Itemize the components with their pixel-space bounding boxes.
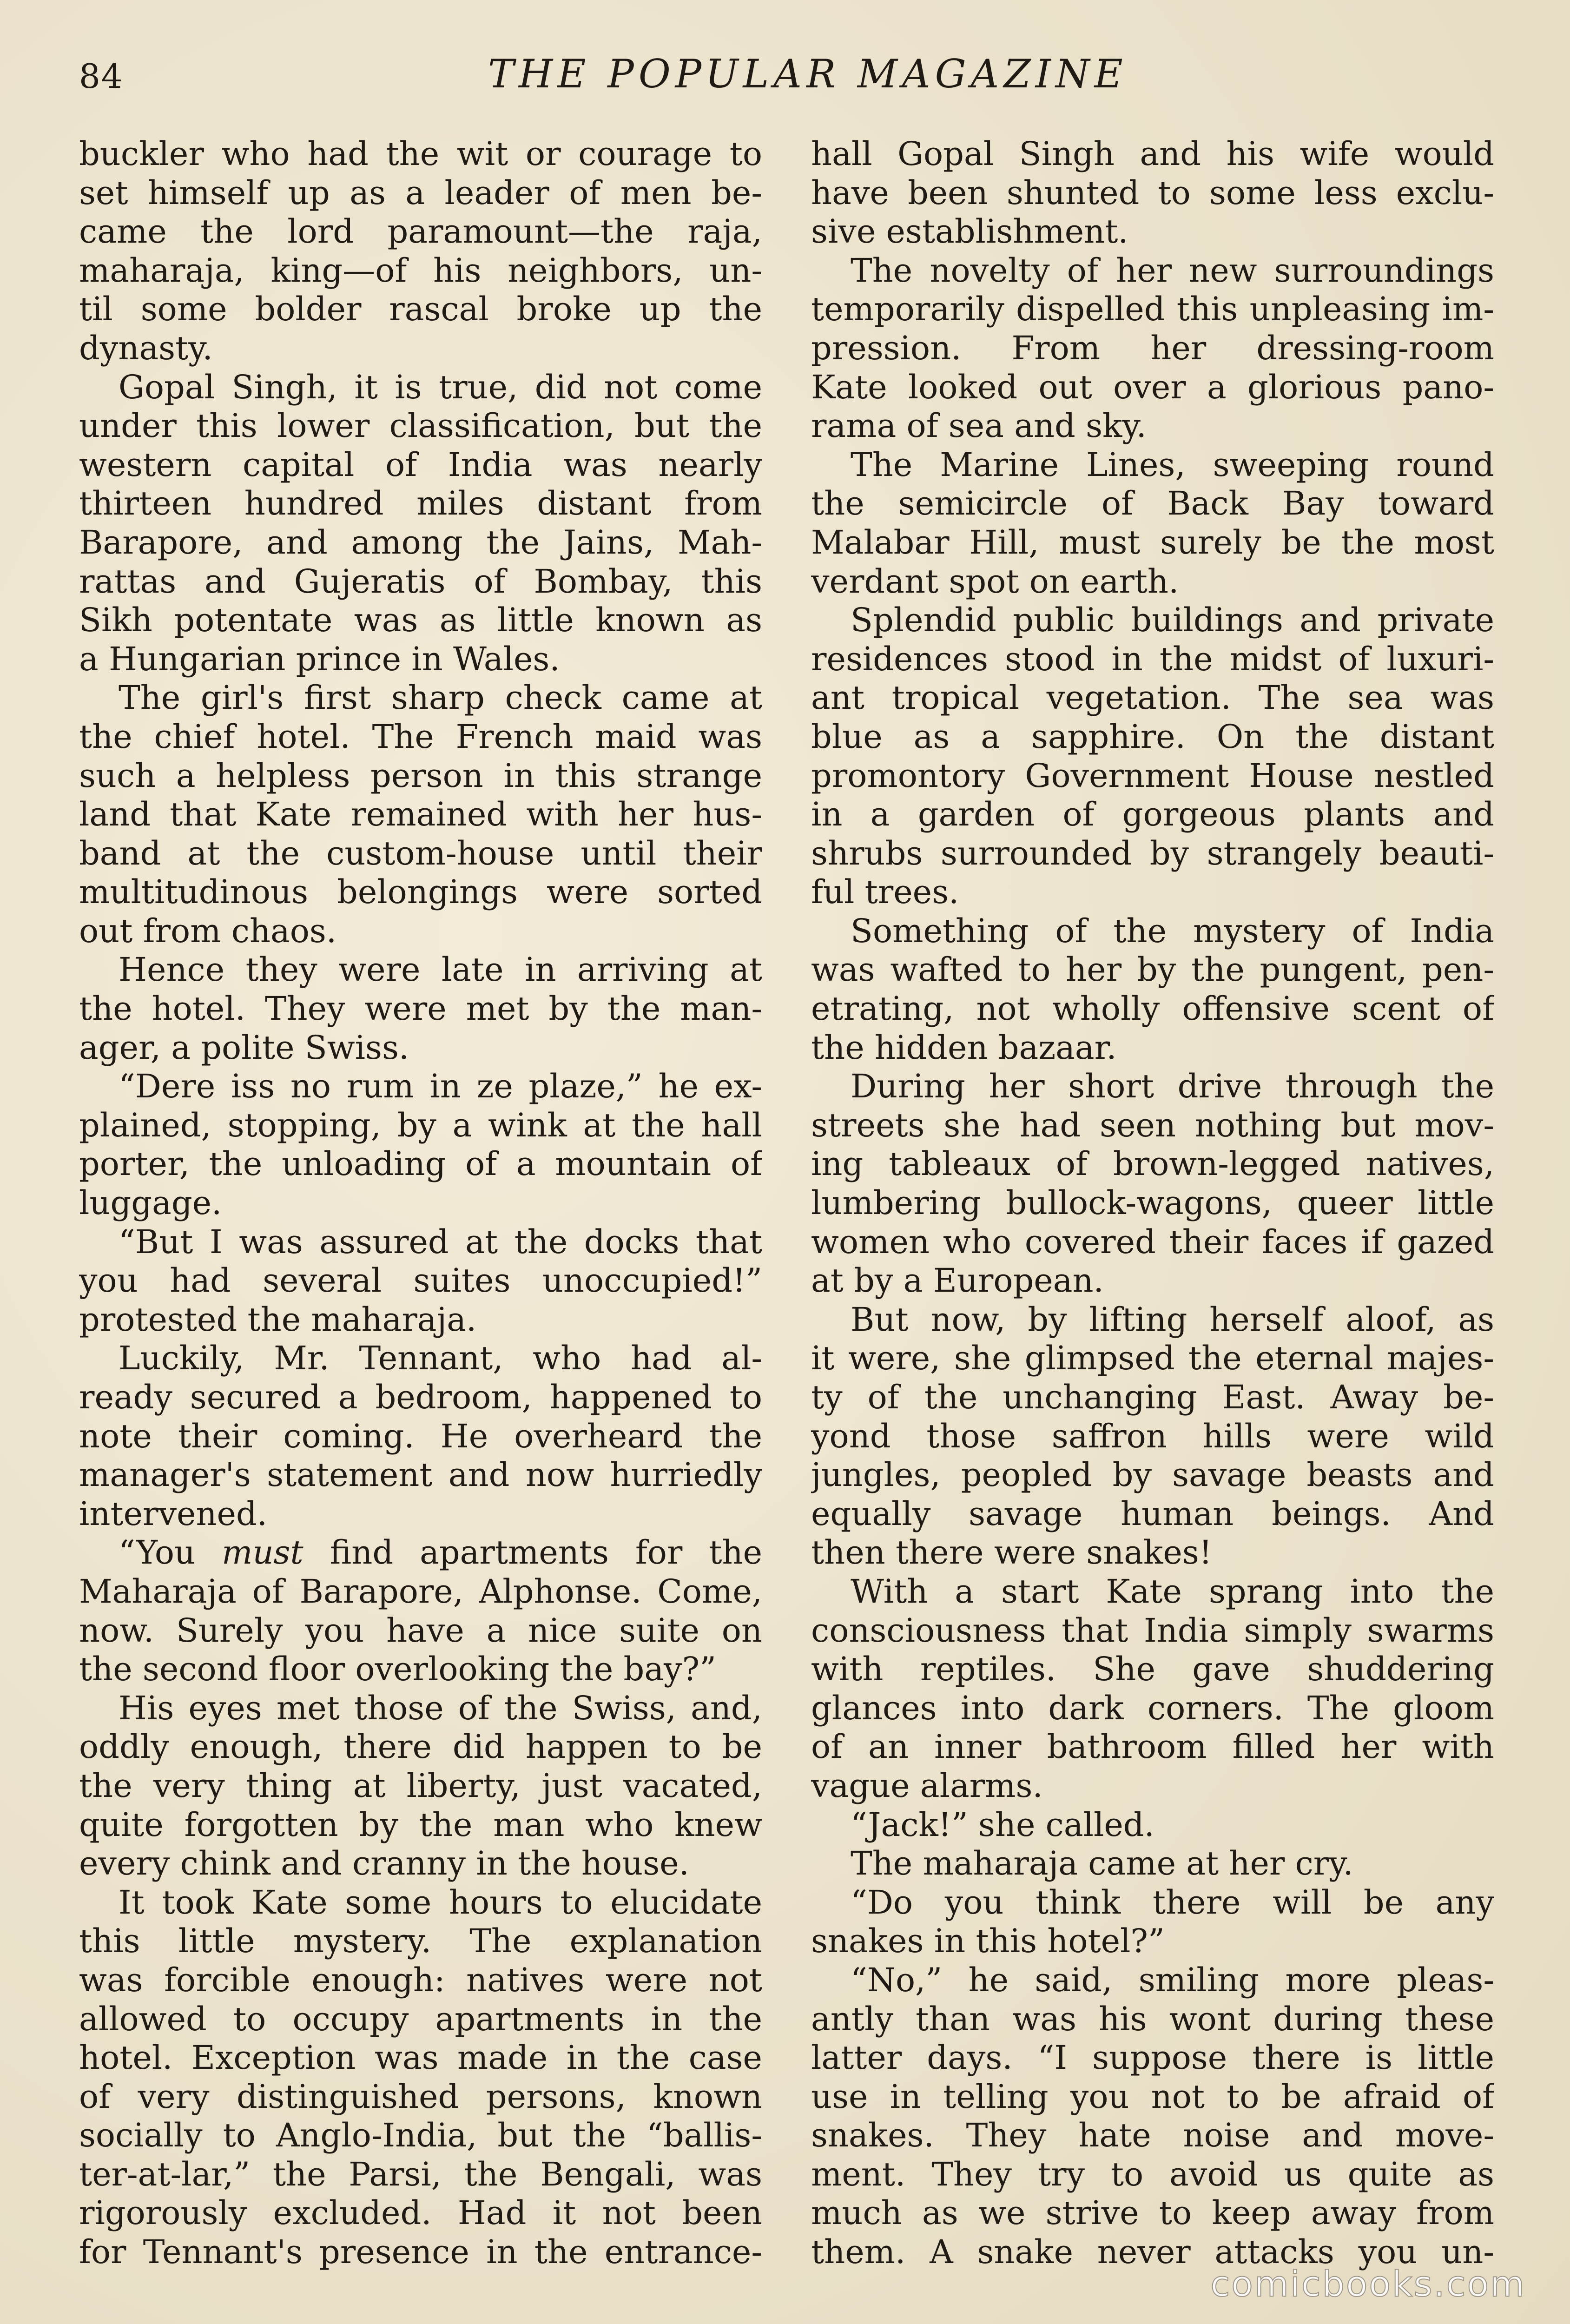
text-line: Barapore, and among the Jains, Mah- [79, 523, 762, 561]
text-line: til some bolder rascal broke up the [79, 290, 762, 329]
text-line: consciousness that India simply swarms [811, 1611, 1494, 1650]
text-line: socially to Anglo-India, but the “ballis- [79, 2116, 762, 2155]
text-line: Gopal Singh, it is true, did not come [119, 368, 762, 406]
text-line: then there were snakes! [811, 1533, 1212, 1572]
text-line: sive establishment. [811, 212, 1128, 251]
text-line: them. A snake never attacks you un- [811, 2233, 1494, 2271]
text-line: the second floor overlooking the bay?” [79, 1650, 716, 1689]
text-line: Something of the mystery of India [851, 911, 1494, 950]
text-line: with reptiles. She gave shuddering [811, 1650, 1494, 1689]
text-line: The maharaja came at her cry. [851, 1844, 1353, 1883]
text-line: manager's statement and now hurriedly [79, 1456, 762, 1494]
text-line: “You must find apartments for the [119, 1533, 762, 1572]
text-line: band at the custom-house until their [79, 834, 762, 872]
text-line: Luckily, Mr. Tennant, who had al- [119, 1339, 762, 1378]
text-line: verdant spot on earth. [811, 562, 1179, 601]
text-line: latter days. “I suppose there is little [811, 2039, 1494, 2077]
text-line: thirteen hundred miles distant from [79, 484, 762, 523]
text-line: residences stood in the midst of luxuri- [811, 640, 1494, 678]
text-line: Malabar Hill, must surely be the most [811, 523, 1494, 561]
text-line: western capital of India was nearly [79, 445, 762, 484]
text-line: ant tropical vegetation. The sea was [811, 679, 1494, 717]
text-line: Hence they were late in arriving at [119, 951, 762, 989]
text-line: The Marine Lines, sweeping round [851, 445, 1494, 484]
running-title: THE POPULAR MAGAZINE [488, 51, 1128, 97]
text-line: etrating, not wholly offensive scent of [811, 990, 1494, 1028]
text-line: use in telling you not to be afraid of [811, 2077, 1494, 2116]
text-line: allowed to occupy apartments in the [79, 2000, 762, 2038]
text-line: at by a European. [811, 1261, 1104, 1300]
text-line: Kate looked out over a glorious pano- [811, 368, 1494, 406]
text-line: the chief hotel. The French maid was [79, 717, 762, 756]
text-line: rama of sea and sky. [811, 407, 1147, 445]
text-line: ready secured a bedroom, happened to [79, 1378, 762, 1416]
text-line: snakes in this hotel?” [811, 1922, 1165, 1961]
text-line: ful trees. [811, 873, 959, 911]
right-text-column [811, 135, 1494, 2272]
text-line: hotel. Exception was made in the case [79, 2039, 762, 2077]
text-line: have been shunted to some less exclu- [811, 173, 1494, 212]
text-line: ty of the unchanging East. Away be- [811, 1378, 1494, 1416]
text-line: plained, stopping, by a wink at the hall [79, 1106, 762, 1144]
text-line: pression. From her dressing-room [811, 329, 1494, 367]
text-line: During her short drive through the [851, 1067, 1494, 1106]
page-number: 84 [79, 57, 124, 96]
text-line: The novelty of her new surroundings [851, 251, 1494, 290]
text-line: blue as a sapphire. On the distant [811, 717, 1494, 756]
text-line: luggage. [79, 1184, 222, 1222]
text-line: His eyes met those of the Swiss, and, [119, 1689, 762, 1727]
text-line: out from chaos. [79, 911, 337, 950]
text-line: the hotel. They were met by the man- [79, 990, 762, 1028]
text-line: promontory Government House nestled [811, 756, 1494, 795]
text-line: “No,” he said, smiling more pleas- [851, 1961, 1494, 1999]
text-line: the very thing at liberty, just vacated, [79, 1766, 762, 1805]
text-line: Splendid public buildings and private [851, 601, 1494, 640]
text-line: now. Surely you have a nice suite on [79, 1611, 762, 1650]
text-line: such a helpless person in this strange [79, 756, 762, 795]
text-line: the hidden bazaar. [811, 1028, 1117, 1067]
text-line: hall Gopal Singh and his wife would [811, 135, 1494, 173]
text-line: protested the maharaja. [79, 1300, 477, 1339]
text-line: every chink and cranny in the house. [79, 1844, 689, 1883]
text-line: land that Kate remained with her hus- [79, 795, 762, 834]
text-line: glances into dark corners. The gloom [811, 1689, 1494, 1727]
text-line: it were, she glimpsed the eternal majes- [811, 1339, 1494, 1378]
text-line: streets she had seen nothing but mov- [811, 1106, 1494, 1144]
text-line: Sikh potentate was as little known as [79, 601, 762, 640]
text-line: “Dere iss no rum in ze plaze,” he ex- [119, 1067, 762, 1106]
text-line: oddly enough, there did happen to be [79, 1728, 762, 1766]
text-line: lumbering bullock-wagons, queer little [811, 1184, 1494, 1222]
left-text-column [79, 135, 762, 2272]
text-line: was wafted to her by the pungent, pen- [811, 951, 1494, 989]
text-line: But now, by lifting herself aloof, as [851, 1300, 1494, 1339]
text-line: a Hungarian prince in Wales. [79, 640, 560, 678]
text-line: With a start Kate sprang into the [851, 1572, 1494, 1611]
text-line: the semicircle of Back Bay toward [811, 484, 1494, 523]
text-line: ager, a polite Swiss. [79, 1028, 409, 1067]
text-line: ter-at-lar,” the Parsi, the Bengali, was [79, 2155, 762, 2193]
text-line: dynasty. [79, 329, 213, 367]
text-line: antly than was his wont during these [811, 2000, 1494, 2038]
text-line: quite forgotten by the man who knew [79, 1805, 762, 1844]
text-line: of an inner bathroom filled her with [811, 1728, 1494, 1766]
text-line: you had several suites unoccupied!” [79, 1261, 762, 1300]
text-line: for Tennant's presence in the entrance- [79, 2233, 762, 2271]
text-line: much as we strive to keep away from [811, 2194, 1494, 2232]
text-line: Maharaja of Barapore, Alphonse. Come, [79, 1572, 762, 1611]
text-line: under this lower classification, but the [79, 407, 762, 445]
text-line: in a garden of gorgeous plants and [811, 795, 1494, 834]
text-line: jungles, peopled by savage beasts and [811, 1456, 1494, 1494]
text-line: ment. They try to avoid us quite as [811, 2155, 1494, 2193]
text-line: snakes. They hate noise and move- [811, 2116, 1494, 2155]
text-line: ing tableaux of brown-legged natives, [811, 1145, 1494, 1183]
watermark: comicbooks.com [1210, 2263, 1526, 2304]
text-line: of very distinguished persons, known [79, 2077, 762, 2116]
text-line: “Jack!” she called. [851, 1805, 1154, 1844]
text-line: It took Kate some hours to elucidate [119, 1883, 762, 1921]
text-line: was forcible enough: natives were not [79, 1961, 762, 1999]
text-line: yond those saffron hills were wild [811, 1417, 1494, 1455]
text-line: shrubs surrounded by strangely beauti- [811, 834, 1494, 872]
text-line: “Do you think there will be any [851, 1883, 1494, 1921]
text-line: rattas and Gujeratis of Bombay, this [79, 562, 762, 601]
text-line: note their coming. He overheard the [79, 1417, 762, 1455]
text-line: temporarily dispelled this unpleasing im- [811, 290, 1494, 329]
text-line: equally savage human beings. And [811, 1494, 1494, 1533]
text-line: maharaja, king—of his neighbors, un- [79, 251, 762, 290]
page-header [79, 51, 1497, 107]
text-line: rigorously excluded. Had it not been [79, 2194, 762, 2232]
text-line: vague alarms. [811, 1766, 1043, 1805]
text-line: women who covered their faces if gazed [811, 1222, 1494, 1261]
text-line: intervened. [79, 1494, 268, 1533]
text-line: The girl's first sharp check came at [119, 679, 762, 717]
text-line: “But I was assured at the docks that [119, 1222, 762, 1261]
text-line: multitudinous belongings were sorted [79, 873, 762, 911]
text-line: came the lord paramount—the raja, [79, 212, 762, 251]
text-line: porter, the unloading of a mountain of [79, 1145, 762, 1183]
text-line: buckler who had the wit or courage to [79, 135, 762, 173]
text-line: set himself up as a leader of men be- [79, 173, 762, 212]
text-line: this little mystery. The explanation [79, 1922, 762, 1961]
